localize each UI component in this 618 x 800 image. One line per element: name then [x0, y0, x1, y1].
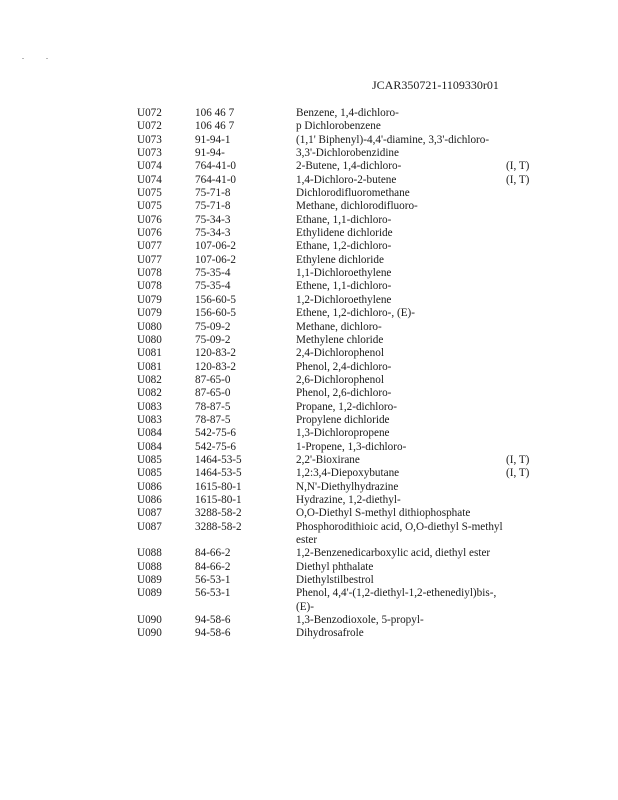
waste-code-cell: U072	[137, 120, 162, 133]
substance-name-cell: 2,2'-Bioxirane	[296, 453, 360, 466]
substance-name-cell: 1,2-Benzenedicarboxylic acid, diethyl ester	[296, 547, 491, 560]
table-row	[137, 521, 537, 548]
substance-name-cell: 1,3-Benzodioxole, 5-propyl-	[296, 614, 424, 627]
cas-number-cell: 106 46 7	[195, 120, 235, 133]
substance-name-cell: Hydrazine, 1,2-diethyl-	[296, 493, 401, 506]
substance-name-cell: O,O-Diethyl S-methyl dithiophosphate	[296, 507, 471, 520]
substance-name-cell: 2,6-Dichlorophenol	[296, 373, 384, 386]
table-row	[137, 347, 537, 360]
cas-number-cell: 1615-80-1	[195, 480, 242, 493]
table-row	[137, 454, 537, 467]
substance-name-cell: 3,3'-Dichlorobenzidine	[296, 147, 399, 160]
substance-name-cell: 1,2:3,4-Diepoxybutane	[296, 467, 400, 480]
waste-code-cell: U089	[137, 587, 162, 600]
substance-name-cell: 1,1-Dichloroethylene	[296, 267, 392, 280]
waste-code-cell: U081	[137, 360, 162, 373]
hazard-note-cell: (I, T)	[506, 467, 530, 480]
table-row	[137, 507, 537, 520]
substance-name-cell: p Dichlorobenzene	[296, 120, 381, 133]
substance-name-cell: Phenol, 4,4'-(1,2-diethyl-1,2-ethenediyl)bis-, (E)-	[296, 587, 497, 613]
substance-name-cell: Dihydrosafrole	[296, 627, 364, 640]
table-row	[137, 294, 537, 307]
cas-number-cell: 156-60-5	[195, 293, 237, 306]
waste-code-cell: U077	[137, 240, 162, 253]
hazard-note-cell: (I, T)	[506, 160, 530, 173]
substance-name-cell: Diethyl phthalate	[296, 560, 374, 573]
waste-code-cell: U088	[137, 547, 162, 560]
cas-number-cell: 78-87-5	[195, 413, 231, 426]
substance-name-cell: 2,4-Dichlorophenol	[296, 347, 384, 360]
substance-name-cell: 1,4-Dichloro-2-butene	[296, 173, 397, 186]
waste-code-cell: U072	[137, 107, 162, 119]
waste-code-cell: U084	[137, 427, 162, 440]
waste-code-cell: U086	[137, 493, 162, 506]
waste-code-cell: U090	[137, 627, 162, 640]
cas-number-cell: 84-66-2	[195, 560, 231, 573]
cas-number-cell: 75-09-2	[195, 320, 231, 333]
cas-number-cell: 120-83-2	[195, 360, 237, 373]
substance-name-cell: 1,3-Dichloropropene	[296, 427, 390, 440]
cas-number-cell: 56-53-1	[195, 587, 231, 600]
cas-number-cell: 107-06-2	[195, 240, 237, 253]
waste-code-cell: U084	[137, 440, 162, 453]
waste-code-cell: U087	[137, 520, 162, 533]
substance-name-cell: Ethene, 1,1-dichloro-	[296, 280, 392, 293]
waste-code-cell: U090	[137, 614, 162, 627]
substance-name-cell: Ethylene dichloride	[296, 253, 384, 266]
cas-number-cell: 75-71-8	[195, 187, 231, 200]
table-row	[137, 374, 537, 387]
substance-name-cell: Phenol, 2,6-dichloro-	[296, 387, 392, 400]
substance-name-cell: 1-Propene, 1,3-dichloro-	[296, 440, 407, 453]
cas-number-cell: 1464-53-5	[195, 453, 242, 466]
table-row	[137, 627, 537, 640]
waste-code-cell: U074	[137, 160, 162, 173]
table-row	[137, 227, 537, 240]
waste-code-cell: U077	[137, 253, 162, 266]
table-row	[137, 280, 537, 293]
waste-code-cell: U075	[137, 187, 162, 200]
cas-number-cell: 91-94-1	[195, 133, 231, 146]
table-row	[137, 147, 537, 160]
cas-number-cell: 1615-80-1	[195, 493, 242, 506]
waste-code-cell: U086	[137, 480, 162, 493]
cas-number-cell: 156-60-5	[195, 307, 237, 320]
table-row	[137, 254, 537, 267]
cas-number-cell: 542-75-6	[195, 427, 237, 440]
table-row	[137, 441, 537, 454]
waste-code-table	[137, 107, 537, 641]
table-row	[137, 614, 537, 627]
waste-code-cell: U088	[137, 560, 162, 573]
table-row	[137, 587, 537, 614]
substance-name-cell: Ethane, 1,2-dichloro-	[296, 240, 392, 253]
table-row	[137, 494, 537, 507]
substance-name-cell: Diethylstilbestrol	[296, 574, 374, 587]
cas-number-cell: 75-34-3	[195, 213, 231, 226]
table-row	[137, 321, 537, 334]
waste-code-cell: U087	[137, 507, 162, 520]
cas-number-cell: 75-71-8	[195, 200, 231, 213]
cas-number-cell: 542-75-6	[195, 440, 237, 453]
table-row	[137, 267, 537, 280]
table-row	[137, 120, 537, 133]
waste-code-cell: U082	[137, 387, 162, 400]
waste-code-cell: U076	[137, 213, 162, 226]
substance-name-cell: Ethane, 1,1-dichloro-	[296, 213, 392, 226]
waste-code-cell: U080	[137, 333, 162, 346]
table-row	[137, 174, 537, 187]
waste-code-cell: U075	[137, 200, 162, 213]
waste-code-cell: U076	[137, 227, 162, 240]
substance-name-cell: Propane, 1,2-dichloro-	[296, 400, 397, 413]
table-row	[137, 160, 537, 173]
table-row	[137, 414, 537, 427]
cas-number-cell: 120-83-2	[195, 347, 237, 360]
waste-code-cell: U082	[137, 373, 162, 386]
waste-code-cell: U085	[137, 467, 162, 480]
cas-number-cell: 75-35-4	[195, 267, 231, 280]
waste-code-cell: U079	[137, 293, 162, 306]
cas-number-cell: 3288-58-2	[195, 520, 242, 533]
substance-name-cell: Dichlorodifluoromethane	[296, 187, 410, 200]
waste-code-cell: U078	[137, 280, 162, 293]
table-row	[137, 107, 537, 120]
table-row	[137, 334, 537, 347]
table-row	[137, 200, 537, 213]
cas-number-cell: 78-87-5	[195, 400, 231, 413]
table-row	[137, 307, 537, 320]
table-row	[137, 467, 537, 480]
table-row	[137, 134, 537, 147]
cas-number-cell: 75-35-4	[195, 280, 231, 293]
cas-number-cell: 75-34-3	[195, 227, 231, 240]
substance-name-cell: Ethylidene dichloride	[296, 227, 393, 240]
table-row	[137, 387, 537, 400]
substance-name-cell: Propylene dichloride	[296, 413, 390, 426]
substance-name-cell: (1,1' Biphenyl)-4,4'-diamine, 3,3'-dichloro-	[296, 133, 490, 146]
waste-code-cell: U089	[137, 574, 162, 587]
hazard-note-cell: (I, T)	[506, 173, 530, 186]
waste-code-cell: U085	[137, 453, 162, 466]
table-row	[137, 187, 537, 200]
cas-number-cell: 107-06-2	[195, 253, 237, 266]
cas-number-cell: 75-09-2	[195, 333, 231, 346]
waste-code-cell: U073	[137, 147, 162, 160]
waste-code-cell: U083	[137, 413, 162, 426]
waste-code-cell: U074	[137, 173, 162, 186]
waste-code-cell: U081	[137, 347, 162, 360]
table-row	[137, 240, 537, 253]
cas-number-cell: 91-94-	[195, 147, 225, 160]
substance-name-cell: Methylene chloride	[296, 333, 384, 346]
cas-number-cell: 3288-58-2	[195, 507, 242, 520]
waste-code-cell: U083	[137, 400, 162, 413]
table-row	[137, 427, 537, 440]
document-code: JCAR350721-1109330r01	[372, 78, 499, 92]
table-row	[137, 401, 537, 414]
waste-code-cell: U073	[137, 133, 162, 146]
cas-number-cell: 87-65-0	[195, 373, 231, 386]
cas-number-cell: 764-41-0	[195, 160, 237, 173]
table-row	[137, 214, 537, 227]
cas-number-cell: 94-58-6	[195, 627, 231, 640]
table-row	[137, 574, 537, 587]
substance-name-cell: Phenol, 2,4-dichloro-	[296, 360, 392, 373]
scan-marks: . .	[22, 52, 58, 61]
substance-name-cell: Phosphorodithioic acid, O,O-diethyl S-methyl ester	[296, 520, 503, 546]
substance-name-cell: 2-Butene, 1,4-dichloro-	[296, 160, 402, 173]
substance-name-cell: Methane, dichloro-	[296, 320, 382, 333]
cas-number-cell: 1464-53-5	[195, 467, 242, 480]
substance-name-cell: 1,2-Dichloroethylene	[296, 293, 392, 306]
table-row	[137, 481, 537, 494]
cas-number-cell: 106 46 7	[195, 107, 235, 119]
substance-name-cell: Ethene, 1,2-dichloro-, (E)-	[296, 307, 415, 320]
substance-name-cell: Benzene, 1,4-dichloro-	[296, 107, 399, 119]
cas-number-cell: 94-58-6	[195, 614, 231, 627]
hazard-note-cell: (I, T)	[506, 453, 530, 466]
substance-name-cell: N,N'-Diethylhydrazine	[296, 480, 399, 493]
table-row	[137, 561, 537, 574]
cas-number-cell: 56-53-1	[195, 574, 231, 587]
substance-name-cell: Methane, dichlorodifluoro-	[296, 200, 418, 213]
waste-code-cell: U078	[137, 267, 162, 280]
cas-number-cell: 764-41-0	[195, 173, 237, 186]
waste-code-cell: U080	[137, 320, 162, 333]
cas-number-cell: 87-65-0	[195, 387, 231, 400]
table-row	[137, 361, 537, 374]
cas-number-cell: 84-66-2	[195, 547, 231, 560]
waste-code-cell: U079	[137, 307, 162, 320]
table-row	[137, 547, 537, 560]
